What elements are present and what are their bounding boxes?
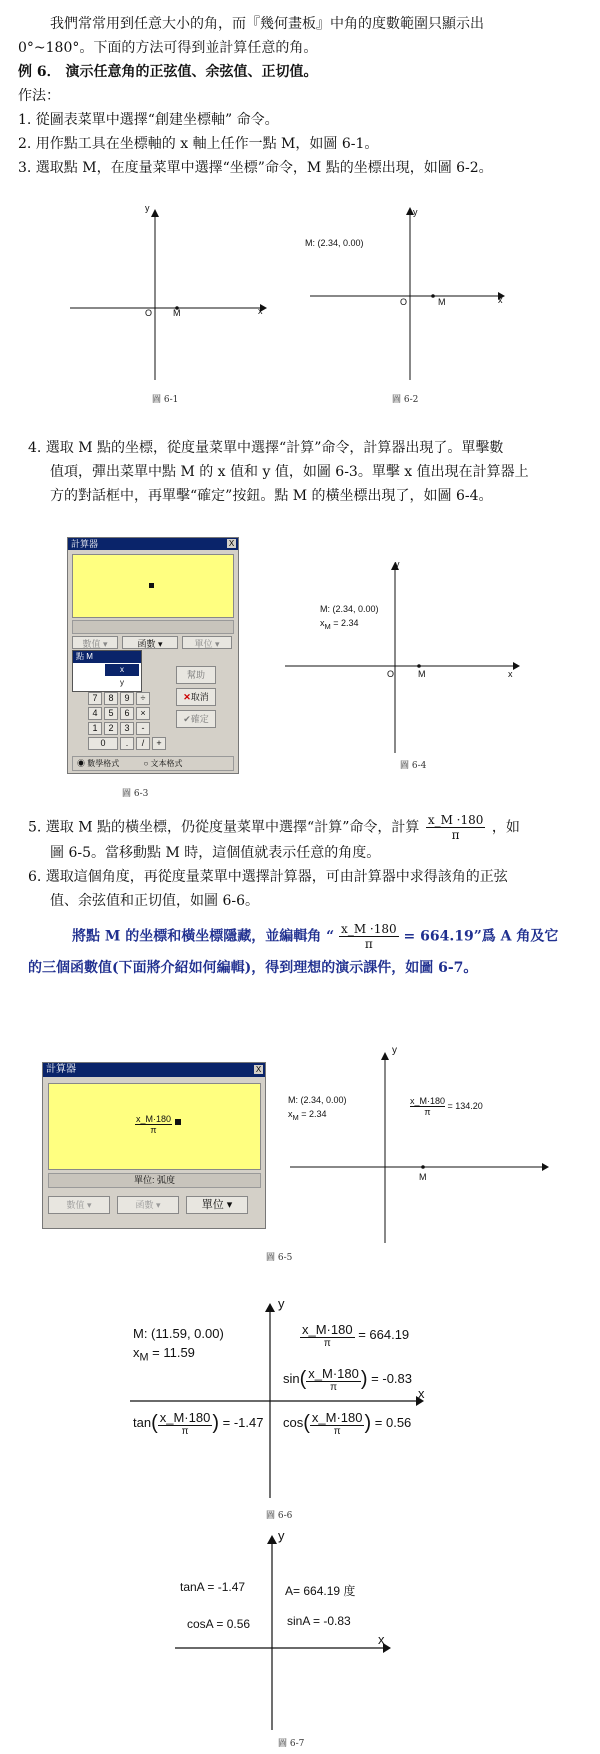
function-menu[interactable]: 函數 ▾: [122, 636, 178, 649]
fig61-x-label: x: [258, 306, 263, 316]
key-multiply[interactable]: ×: [136, 707, 150, 720]
fig65-angle-value: $\frac{x\_M\cdot 180}{\pi}$ = 134.20: [410, 1096, 483, 1117]
step-4-line-2: 值項，彈出菜單中點 M 的 x 值和 y 值，如圖 6-3。單擊 x 值出現在計算器上: [50, 464, 529, 480]
figure-6-1-axes: [60, 205, 270, 390]
calculator-title-bar: [68, 538, 238, 550]
format-radio-group: [72, 756, 234, 771]
key-2[interactable]: 2: [104, 722, 118, 735]
cursor-marker: [149, 583, 154, 588]
key-slash[interactable]: /: [136, 737, 150, 750]
key-0[interactable]: 0: [88, 737, 118, 750]
cursor-marker: [175, 1119, 181, 1125]
close-icon[interactable]: X: [255, 1065, 262, 1074]
intro-line-1: 我們常常用到任意大小的角，而『幾何畫板』中角的度數範圍只顯示出: [50, 16, 484, 32]
step-1: 1. 從圖表菜單中選擇“創建坐標軸” 命令。: [18, 112, 279, 128]
fig64-origin: O: [387, 669, 395, 679]
key-plus[interactable]: +: [152, 737, 166, 750]
method-label: 作法：: [18, 88, 60, 104]
key-minus[interactable]: -: [136, 722, 150, 735]
step-4-line-1: 4. 選取 M 點的坐標，從度量菜單中選擇“計算”命令，計算器出現了。單擊數: [28, 440, 504, 456]
fraction-xm-180-pi: $\frac{x\_M \cdot 180}{\pi}$: [427, 813, 484, 842]
key-1[interactable]: 1: [88, 722, 102, 735]
figure-6-7-axes: [165, 1532, 405, 1732]
fig62-origin: O: [400, 297, 408, 307]
intro-line-2: 0°~180°。下面的方法可得到並計算任意的角。: [18, 40, 318, 56]
fig62-point-m: M: [438, 297, 446, 307]
fig62-x-label: x: [498, 295, 503, 305]
popup-item-y[interactable]: y: [120, 678, 124, 687]
function-menu-6-5[interactable]: 函數 ▾: [117, 1196, 179, 1214]
fig62-y-label: y: [413, 207, 418, 217]
example-title: 例 6． 演示任意角的正弦值、余弦值、正切值。: [18, 64, 318, 80]
display-expression: x_M·180 π: [136, 1114, 172, 1135]
figure-6-5-axes: [280, 1048, 555, 1246]
key-5[interactable]: 5: [104, 707, 118, 720]
fig64-coord: M: (2.34, 0.00): [320, 604, 379, 614]
highlight-line-1: 將點 M 的坐標和橫坐標隱藏，並編輯角 “ $\frac{x\_M \cdot 180}{\pi}$ = 664.19”爲 A 角及它: [72, 922, 559, 951]
fig67-angleA: A= 664.19 度: [285, 1584, 356, 1598]
radio-text-format[interactable]: ○ 文本格式: [143, 759, 183, 768]
step-5-line-1: 5. 選取 M 點的橫坐標，仍從度量菜單中選擇“計算”命令，計算 $\frac{x\_M \cdot 180}{\pi}$ ，如: [28, 813, 520, 842]
fig66-coord: M: (11.59, 0.00): [133, 1326, 224, 1341]
calculator-window-6-5: [42, 1062, 266, 1229]
fig67-caption: 圖 6-7: [278, 1739, 305, 1749]
calculator-title-bar-6-5: 計算器 X: [43, 1063, 265, 1077]
fig61-point-m: M: [173, 308, 181, 318]
step-4-line-3: 方的對話框中，再單擊“確定”按鈕。點 M 的橫坐標出現了，如圖 6-4。: [50, 488, 493, 504]
fig67-sinA: sinA = -0.83: [287, 1614, 351, 1628]
fig66-angle: x_M·180 π = 664.19: [302, 1322, 410, 1349]
fig64-xm: $x_M = 2.34$: [320, 618, 359, 631]
fig64-x-label: x: [508, 669, 513, 679]
fig66-x-label: x: [418, 1386, 425, 1401]
fig65-y-label: y: [392, 1045, 397, 1056]
fig66-y-label: y: [278, 1296, 285, 1311]
step-6-line-1: 6. 選取這個角度，再從度量菜單中選擇計算器，可由計算器中求得該角的正弦: [28, 869, 508, 885]
calculator-unit-bar: [72, 620, 234, 634]
cancel-x-icon: ✕: [183, 692, 191, 702]
fig62-coord: M: (2.34, 0.00): [305, 238, 364, 248]
calculator-display: [72, 554, 234, 618]
close-icon[interactable]: X: [228, 539, 235, 548]
help-button[interactable]: 幫助: [176, 666, 216, 684]
values-menu-6-5[interactable]: 數值 ▾: [48, 1196, 110, 1214]
step-6-line-2: 值、余弦值和正切值，如圖 6-6。: [50, 893, 259, 909]
popup-item-point-m[interactable]: 點 M: [73, 651, 141, 663]
fig66-sin: sin( x_M·180 π ) = -0.83: [283, 1366, 412, 1393]
fig63-caption: 圖 6-3: [122, 789, 149, 799]
fig66-tan: tan( x_M·180 π ) = -1.47: [133, 1410, 264, 1437]
fig64-point-m: M: [418, 669, 426, 679]
step-3: 3. 選取點 M，在度量菜單中選擇“坐標”命令，M 點的坐標出現，如圖 6-2。: [18, 160, 493, 176]
key-4[interactable]: 4: [88, 707, 102, 720]
key-8[interactable]: 8: [104, 692, 118, 705]
key-6[interactable]: 6: [120, 707, 134, 720]
fig65-coord: M: (2.34, 0.00): [288, 1095, 347, 1105]
calculator-window-6-3: [67, 537, 239, 774]
figure-6-4-axes: [275, 558, 525, 758]
values-menu[interactable]: 數值 ▾: [72, 636, 118, 649]
fig61-y-label: y: [145, 203, 150, 213]
values-popup-menu: [72, 650, 142, 692]
step-5-line-2: 圖 6-5。當移動點 M 時，這個值就表示任意的角度。: [50, 845, 381, 861]
ok-button[interactable]: ✔確定: [176, 710, 216, 728]
calculator-title: 計算器: [71, 539, 99, 549]
step-2: 2. 用作點工具在坐標軸的 x 軸上任作一點 M，如圖 6-1。: [18, 136, 379, 152]
fig67-tanA: tanA = -1.47: [180, 1580, 246, 1594]
key-7[interactable]: 7: [88, 692, 102, 705]
key-dot[interactable]: .: [120, 737, 134, 750]
fig65-point-m: M: [419, 1172, 427, 1182]
highlight-line-2: 的三個函數值(下面將介紹如何編輯)，得到理想的演示課件，如圖 6-7。: [28, 960, 478, 976]
fig61-caption: 圖 6-1: [152, 395, 179, 405]
fig65-xm: $x_M = 2.34$: [288, 1109, 327, 1122]
unit-readout: 單位: 弧度: [48, 1173, 261, 1188]
fraction-angle: $\frac{x\_M \cdot 180}{\pi}$: [341, 922, 397, 951]
popup-item-x[interactable]: x: [105, 664, 139, 676]
fig65-caption: 圖 6-5: [266, 1253, 293, 1263]
key-divide[interactable]: ÷: [136, 692, 150, 705]
fig67-cosA: cosA = 0.56: [187, 1617, 251, 1631]
radio-math-format[interactable]: ◉ 數學格式: [77, 759, 120, 768]
cancel-button[interactable]: ✕取消: [176, 688, 216, 706]
fig66-cos: cos( x_M·180 π ) = 0.56: [283, 1410, 412, 1437]
key-3[interactable]: 3: [120, 722, 134, 735]
unit-menu-6-5[interactable]: 單位 ▾: [186, 1196, 248, 1214]
fig66-caption: 圖 6-6: [266, 1511, 293, 1521]
checkmark-icon: ✔: [183, 714, 191, 724]
fig64-y-label: y: [395, 559, 400, 569]
fig64-caption: 圖 6-4: [400, 761, 427, 771]
fig67-x-label: x: [378, 1632, 385, 1647]
fig66-xm: $x_M = 11.59$: [133, 1345, 195, 1364]
fig62-caption: 圖 6-2: [392, 395, 419, 405]
unit-menu[interactable]: 單位 ▾: [182, 636, 232, 649]
calculator-display-6-5: [48, 1083, 261, 1170]
key-9[interactable]: 9: [120, 692, 134, 705]
fig67-y-label: y: [278, 1528, 285, 1543]
fig61-origin: O: [145, 308, 153, 318]
